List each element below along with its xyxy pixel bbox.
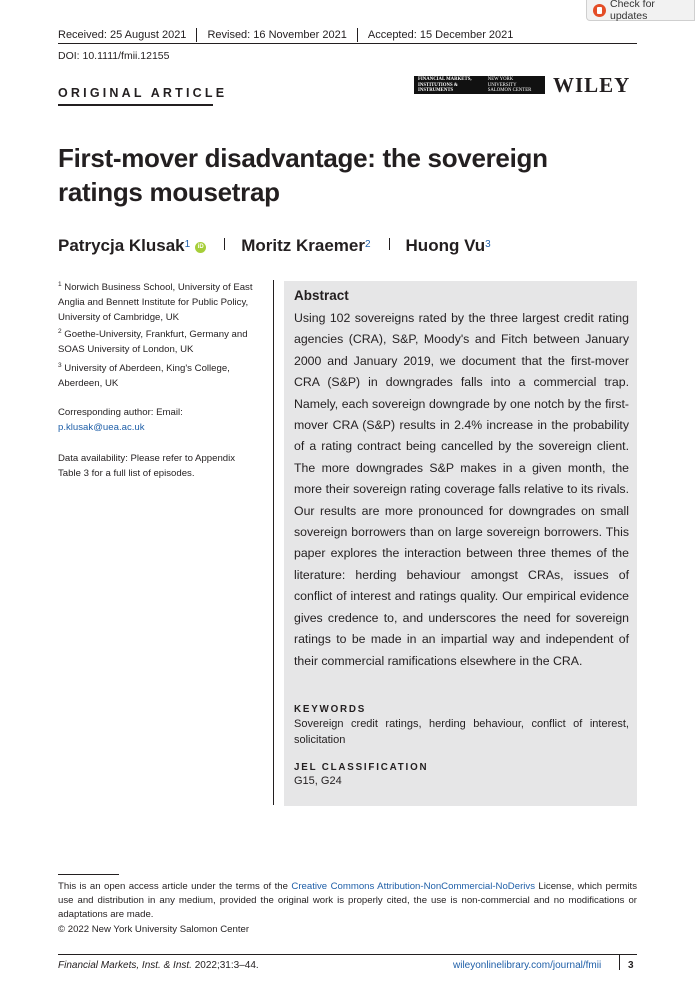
correspondence-email-link[interactable]: p.klusak@uea.ac.uk [58,422,145,433]
data-availability: Data availability: Please refer to Appendix Table 3 for a full list of episodes. [58,453,236,479]
citation-volume: 2022;31:3–44. [191,960,259,971]
license-rule [58,874,119,875]
abstract-heading: Abstract [294,288,349,303]
page-number-divider [619,955,620,970]
column-divider [273,280,274,805]
date-divider [196,28,197,42]
journal-logo-center: NEW YORK UNIVERSITY SALOMON CENTER [487,77,532,94]
crossmark-icon [593,4,606,17]
orcid-icon[interactable]: iD [195,242,206,253]
article-title: First-mover disadvantage: the sovereign ratings mousetrap [58,143,548,207]
article-dates [58,28,513,42]
doi[interactable]: DOI: 10.1111/fmii.12155 [58,50,170,62]
footer-rule [58,954,637,955]
copyright: © 2022 New York University Salomon Center [58,924,250,935]
keywords-heading: KEYWORDS [294,704,367,715]
article-type-underline [58,104,213,106]
accepted-date: Accepted: 15 December 2021 [367,29,514,41]
author-affiliation-ref[interactable]: 2 [364,238,371,250]
affiliation-text: Goethe-University, Frankfurt, Germany and SOAS University of London, UK [58,329,248,356]
check-for-updates-badge[interactable] [586,0,695,21]
journal-logo-title: FINANCIAL MARKETS, INSTITUTIONS & INSTRUMENTS [418,77,472,94]
affiliation [58,324,258,357]
affiliation-number: 3 [58,362,62,369]
journal-citation [58,960,259,971]
keywords-text: Sovereign credit ratings, herding behaviour, conflict of interest, solicitation [294,718,629,746]
journal-name: Financial Markets, Inst. & Inst. [58,960,192,971]
page-number: 3 [628,960,634,971]
jel-heading: JEL CLASSIFICATION [294,762,429,773]
journal-logo [414,76,545,94]
author-name[interactable]: Moritz Kraemer [241,236,365,255]
correspondence [58,405,258,435]
affiliation-text: Norwich Business School, University of East Anglia and Bennett Institute for Public Policy, University of Cambridge, UK [58,282,253,324]
affiliation-number: 1 [58,281,62,288]
license-link[interactable]: Creative Commons Attribution-NonCommercial-NoDerivs [291,881,535,892]
author-divider [389,238,390,250]
license-notice [58,880,637,923]
revised-date: Revised: 16 November 2021 [207,29,347,41]
correspondence-label: Corresponding author: Email: [58,407,183,418]
author-name[interactable]: Huong Vu [405,236,486,255]
author-affiliation-ref[interactable]: 1 [184,238,191,250]
license-text-after: License, which permits use and distribution in any medium, provided the original work is properly cited, the use is non-commercial and no modifications or adaptations are made. [58,881,637,921]
journal-website-link[interactable]: wileyonlinelibrary.com/journal/fmii [453,960,602,971]
jel-codes: G15, G24 [294,775,342,787]
affiliation [58,358,248,391]
author-affiliation-ref[interactable]: 3 [485,238,491,250]
author-list [58,236,491,256]
affiliation-text: University of Aberdeen, King's College, Aberdeen, UK [58,363,230,390]
affiliation [58,277,258,325]
abstract-text: Using 102 sovereigns rated by the three largest credit rating agencies (CRA), S&P, Moody's and Fitch between January 2000 and January 2019, we document that the first-mover CRA (S&P) in downgrades falls into a commercial trap. Namely, each sovereign downgrade by one notch by the first-mover CRA (S&P) results in 2.4% increase in the probability of a rating contract being cancelled by the sovereign client. The more downgrades S&P makes in a given month, the more their sovereign rating coverage falls relative to its rivals. Our results are more pronounced for downgrades on small sovereign borrowers than on large sovereign borrowers. This paper explores the interaction between three themes of the literature: herding behaviour amongst CRAs, issues of conflict of interest and ratings quality. Our empirical evidence gives credence to, and underscores the need for sovereign ratings to be made in an impartial way and independent of their commercial ramifications elsewhere in the CRA. [294,311,629,668]
abstract-box [284,281,637,806]
date-divider [357,28,358,42]
affiliation-number: 2 [58,328,62,335]
check-for-updates-label: Check for updates [610,0,655,22]
header-rule [58,43,637,44]
article-type: ORIGINAL ARTICLE [58,86,228,100]
received-date: Received: 25 August 2021 [58,29,187,41]
publisher-logo: WILEY [553,73,631,97]
license-text-before: This is an open access article under the terms of the [58,881,292,892]
author-divider [224,238,225,250]
author-name[interactable]: Patrycja Klusak [58,236,185,255]
